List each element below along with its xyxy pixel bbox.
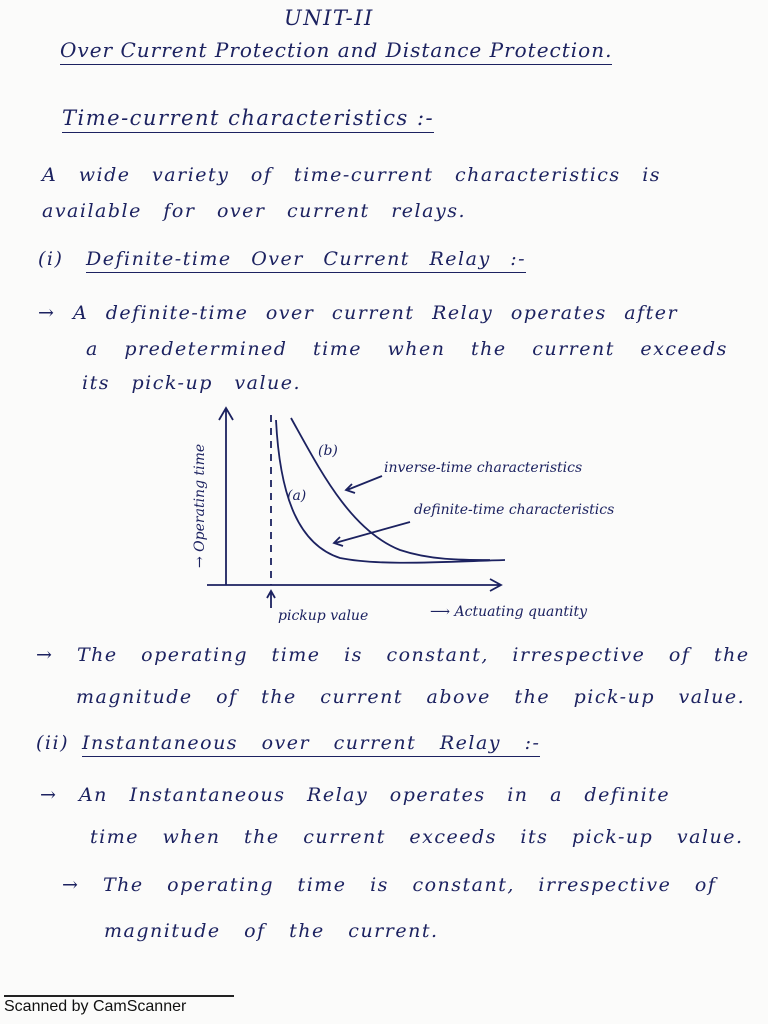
scanner-watermark: Scanned by CamScanner [4, 995, 234, 1016]
item1-after-line: magnitude of the current above the pick-up value. [76, 686, 746, 708]
definite-label: definite-time characteristics [414, 502, 615, 518]
inverse-label: inverse-time characteristics [384, 460, 583, 476]
item1-after-line: → The operating time is constant, irrespective of the [36, 644, 750, 666]
item2-body-line: magnitude of the current. [104, 920, 439, 942]
item2-body-line: → The operating time is constant, irrespective of [62, 874, 717, 896]
curve-b-label: (b) [318, 443, 338, 459]
x-axis [207, 579, 501, 591]
y-axis [219, 408, 233, 585]
item1-heading: Definite-time Over Current Relay :- [86, 248, 526, 273]
curve-a-definite [276, 420, 505, 563]
inverse-arrow [346, 476, 382, 493]
item1-number: (i) [38, 248, 64, 270]
curve-a-label: (a) [287, 488, 307, 504]
x-axis-label: ⟶ Actuating quantity [430, 604, 587, 620]
curve-b-inverse [291, 418, 490, 560]
section-heading: Time-current characteristics :- [62, 106, 434, 133]
item2-number: (ii) [36, 732, 69, 754]
page-title: Over Current Protection and Distance Protection. [60, 38, 612, 65]
intro-line: A wide variety of time-current characteristics is [42, 164, 662, 186]
y-axis-label: → Operating time [192, 443, 208, 568]
item2-heading: Instantaneous over current Relay :- [82, 732, 540, 757]
unit-heading: UNIT-II [284, 6, 374, 30]
pickup-label: pickup value [278, 608, 369, 624]
item2-body-line: → An Instantaneous Relay operates in a definite [40, 784, 671, 806]
item2-body-line: time when the current exceeds its pick-up value. [90, 826, 744, 848]
item1-body-line: its pick-up value. [82, 372, 302, 394]
item1-body-line: a predetermined time when the current exceeds [86, 338, 728, 360]
intro-line: available for over current relays. [42, 200, 466, 222]
item1-body-line: → A definite-time over current Relay operates after [38, 302, 679, 324]
pickup-arrow [267, 591, 275, 608]
